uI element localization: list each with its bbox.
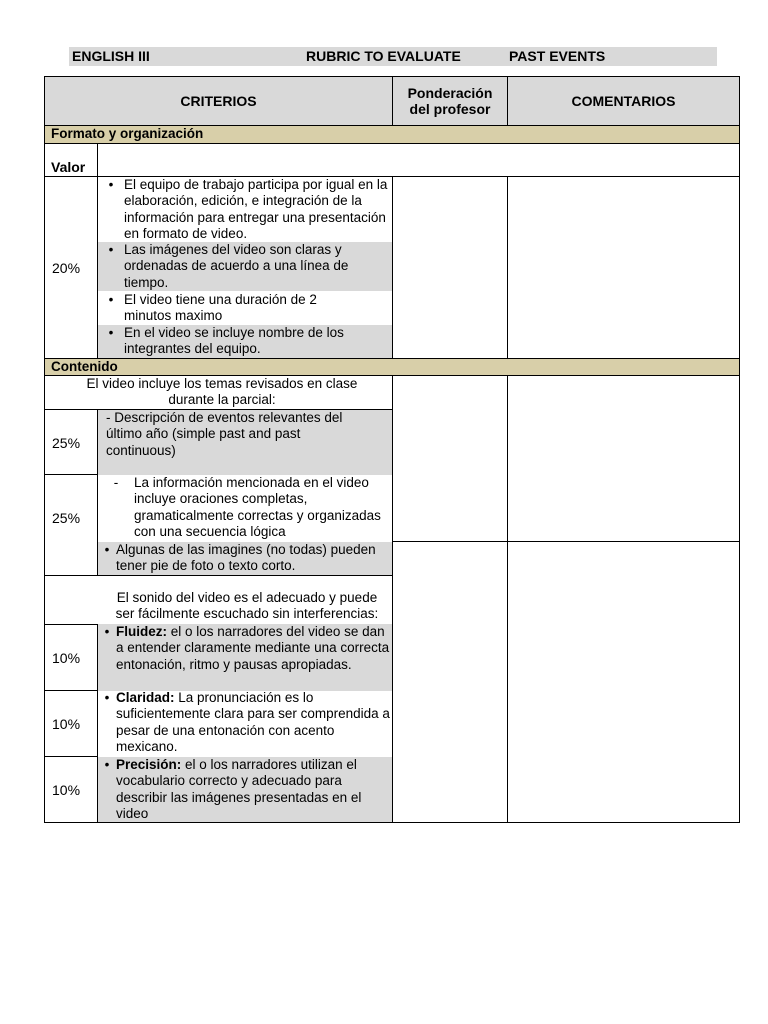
bullet: • — [108, 325, 114, 340]
bullet: • — [108, 292, 114, 307]
dash: - — [113, 475, 119, 490]
list-item — [98, 325, 392, 359]
fluidez-label: Fluidez: — [116, 624, 167, 639]
bullet: • — [108, 242, 114, 257]
row3-text: Algunas de las imagines (no todas) pueden tener pie de foto o texto corto. — [116, 542, 376, 574]
bullet: • — [104, 624, 110, 639]
bullet: • — [104, 757, 110, 772]
subitem-fluidez — [98, 624, 392, 691]
subitem-claridad — [98, 690, 392, 756]
percent-claridad: 10% — [52, 716, 81, 732]
header-comentarios: COMENTARIOS — [508, 77, 739, 125]
percent-row1: 25% — [52, 434, 81, 451]
subitem-precision — [98, 757, 392, 823]
claridad-label: Claridad: — [116, 690, 175, 705]
header-ponderacion: Ponderación del profesor — [392, 77, 508, 125]
item-text: En el video se incluye nombre de los integrantes del equipo. — [124, 325, 344, 357]
percent-precision: 10% — [52, 782, 81, 798]
rubric-title: RUBRIC TO EVALUATE — [306, 48, 461, 64]
course-title: ENGLISH III — [72, 48, 150, 64]
section-title-formato: Formato y organización — [51, 126, 204, 141]
item-text: Las imágenes del video son claras y ordenadas de acuerdo a una línea de tiempo. — [124, 242, 349, 290]
row3-item — [98, 542, 392, 575]
bullet: • — [104, 690, 110, 705]
claridad-text: La pronunciación es lo suficientemente clara para ser comprendida a pesar de una entonación con acento mexicano. — [116, 690, 390, 754]
percent-formato: 20% — [52, 259, 81, 276]
list-item — [98, 292, 392, 325]
item-text: El equipo de trabajo participa por igual en la elaboración, edición, e integración de la información para entregar una presentación en formato de video. — [124, 177, 388, 241]
section-title-contenido: Contenido — [51, 359, 118, 374]
percent-row2: 25% — [52, 509, 81, 526]
sound-intro: El sonido del video es el adecuado y puede ser fácilmente escuchado sin interferencias: — [115, 590, 379, 622]
bullet: • — [104, 542, 110, 557]
precision-label: Precisión: — [116, 757, 182, 772]
precision-text: el o los narradores utilizan el vocabulario correcto y adecuado para describir las imágenes presentadas en el video — [116, 757, 362, 821]
content-intro: El video incluye los temas revisados en clase durante la parcial: — [86, 376, 358, 408]
fluidez-text: el o los narradores del video se dan a entender claramente mediante una correcta entonación, ritmo y pausas apropiadas. — [116, 624, 390, 672]
list-item — [98, 242, 392, 291]
topic-title: PAST EVENTS — [509, 48, 606, 64]
valor-label: Valor — [51, 159, 86, 175]
item-text: El video tiene una duración de 2 minutos maximo — [124, 292, 317, 324]
header-criterios: CRITERIOS — [45, 77, 392, 125]
bullet: • — [108, 177, 114, 192]
row2-text: La información mencionada en el video incluye oraciones completas, gramaticalmente correctas y organizadas con una secuencia lógica — [134, 475, 381, 539]
percent-fluidez: 10% — [52, 649, 81, 666]
section-band-contenido — [45, 359, 739, 375]
row1-text: - Descripción de eventos relevantes del último año (simple past and past continuous) — [98, 410, 392, 475]
row2-item — [98, 475, 392, 541]
list-item — [98, 177, 392, 241]
